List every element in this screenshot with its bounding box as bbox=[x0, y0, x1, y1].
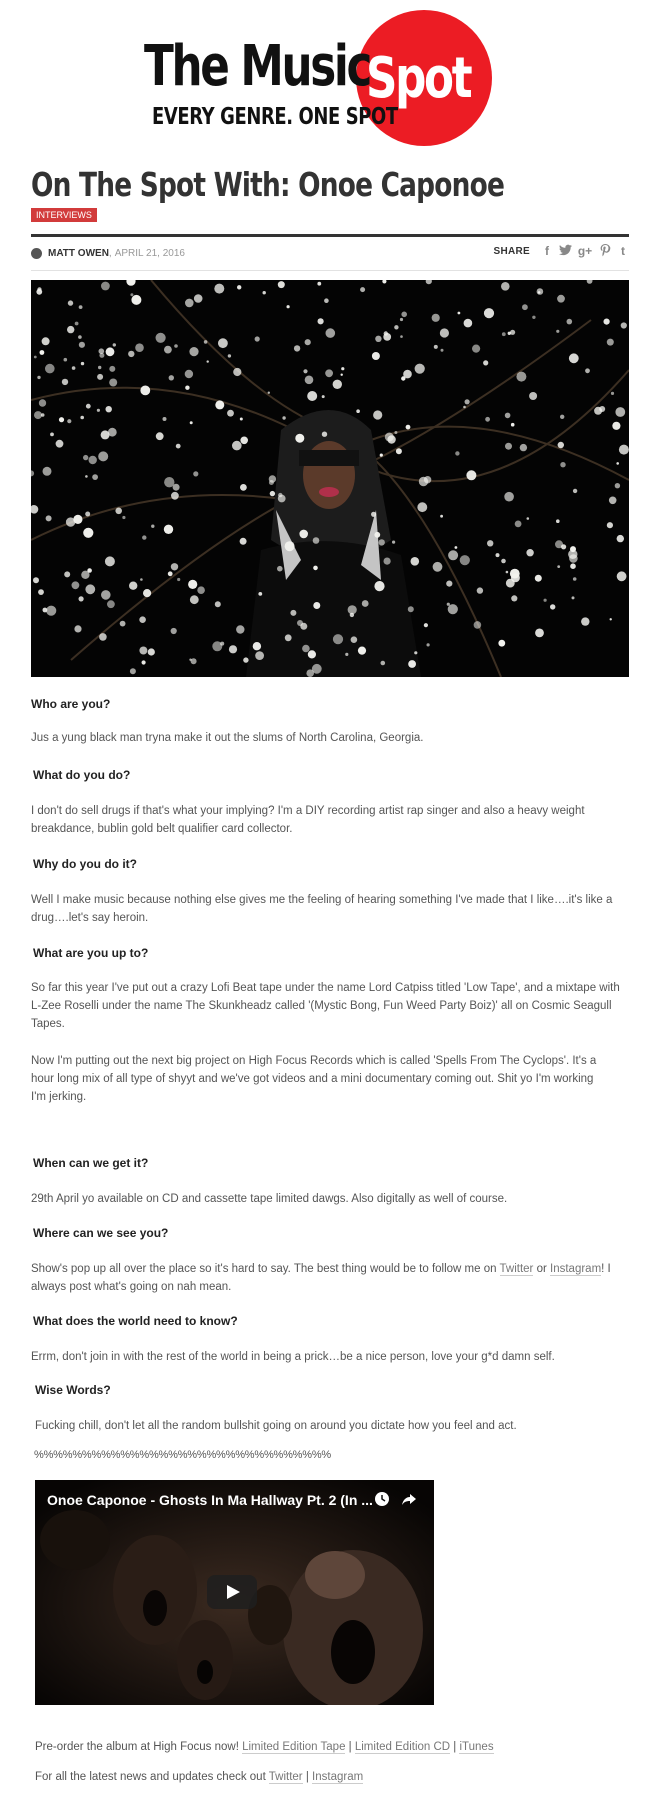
footer-instagram-link[interactable]: Instagram bbox=[312, 1771, 364, 1783]
news-sep: | bbox=[302, 1771, 313, 1783]
question-what: What do you do? bbox=[33, 768, 131, 782]
meta-divider bbox=[31, 270, 629, 271]
answer-where-text: Show's pop up all over the place so it's hard to say. The best thing would be to follow me on bbox=[31, 1263, 500, 1275]
share-bar bbox=[493, 244, 630, 258]
question-why: Why do you do it? bbox=[33, 857, 137, 871]
share-arrow-icon[interactable] bbox=[400, 1491, 418, 1509]
answer-wise: Fucking chill, don't let all the random bullshit going on around you dictate how you feel and act. bbox=[35, 1420, 517, 1432]
answer-where-tail: ! I always post what's going on nah mean. bbox=[31, 1263, 611, 1293]
limited-tape-link[interactable]: Limited Edition Tape bbox=[242, 1741, 346, 1753]
preorder-line bbox=[35, 1741, 494, 1753]
author-avatar-icon bbox=[31, 248, 42, 259]
video-embed[interactable] bbox=[35, 1480, 434, 1705]
watch-later-icon[interactable] bbox=[373, 1491, 391, 1509]
preorder-sep-1: | bbox=[345, 1741, 355, 1753]
answer-world: Errm, don't join in with the rest of the world in being a prick…be a nice person, love your g*d damn self. bbox=[31, 1351, 555, 1363]
article-meta bbox=[31, 246, 185, 260]
logo-word-spot: Spot bbox=[366, 46, 471, 111]
logo-word-music: The Music bbox=[144, 34, 371, 99]
preorder-text: Pre-order the album at High Focus now! bbox=[35, 1741, 243, 1753]
author-name[interactable]: MATT OWEN bbox=[48, 247, 109, 259]
category-badge[interactable]: INTERVIEWS bbox=[31, 208, 97, 222]
footer-twitter-link[interactable]: Twitter bbox=[268, 1771, 303, 1783]
twitter-icon[interactable] bbox=[558, 244, 572, 258]
answer-up-to-2: Now I'm putting out the next big project on High Focus Records which is called 'Spells From The Cyclops'. It's a hour long mix of all type of shyyt and we've got videos and a mini documentary coming out. Shit yo I'm working I'm jerking. bbox=[31, 1055, 597, 1103]
answer-when: 29th April yo available on CD and cassette tape limited dawgs. Also digitally as well of course. bbox=[31, 1193, 508, 1205]
publish-date: APRIL 21, 2016 bbox=[114, 247, 185, 259]
google-plus-icon[interactable]: g+ bbox=[577, 244, 593, 258]
question-world: What does the world need to know? bbox=[33, 1314, 238, 1328]
answer-who: Jus a yung black man tryna make it out the slums of North Carolina, Georgia. bbox=[31, 732, 424, 744]
answer-why: Well I make music because nothing else gives me the feeling of hearing something I've made that I like….it's like a drug….let's say heroin. bbox=[31, 894, 613, 924]
instagram-link[interactable]: Instagram bbox=[550, 1263, 602, 1275]
answer-where-or: or bbox=[533, 1263, 551, 1275]
news-line bbox=[35, 1771, 363, 1783]
itunes-link[interactable]: iTunes bbox=[459, 1741, 494, 1753]
twitter-link[interactable]: Twitter bbox=[499, 1263, 534, 1275]
question-up-to: What are you up to? bbox=[33, 946, 149, 960]
share-label: SHARE bbox=[493, 245, 530, 257]
answer-where bbox=[31, 1260, 626, 1296]
news-text: For all the latest news and updates check out bbox=[35, 1771, 269, 1783]
question-wise: Wise Words? bbox=[35, 1383, 111, 1397]
preorder-sep-2: | bbox=[450, 1741, 460, 1753]
header-divider bbox=[31, 234, 629, 237]
video-title[interactable]: Onoe Caponoe - Ghosts In Ma Hallway Pt. 2 (In ... bbox=[47, 1492, 373, 1508]
answer-what: I don't do sell drugs if that's what your implying? I'm a DIY recording artist rap singer and also a heavy weight breakdance, bublin gold belt qualifier card collector. bbox=[31, 805, 585, 835]
tumblr-icon[interactable]: t bbox=[621, 244, 625, 258]
date-separator: , bbox=[108, 247, 112, 259]
question-who: Who are you? bbox=[31, 697, 111, 711]
answer-up-to: So far this year I've put out a crazy Lofi Beat tape under the name Lord Catpiss titled 'Low Tape', and a mixtape with L-Zee Roselli under the name The Skunkheadz called '(Mystic Bong, Fun Weed Party Boiz)' all on Cosmic Seagull Tapes. bbox=[31, 982, 620, 1030]
limited-cd-link[interactable]: Limited Edition CD bbox=[354, 1741, 451, 1753]
separator-line: %%%%%%%%%%%%%%%%%%%%%%%%%%%%%%% bbox=[34, 1449, 332, 1461]
play-button-icon[interactable] bbox=[207, 1575, 257, 1609]
site-logo[interactable] bbox=[140, 8, 490, 148]
hero-image bbox=[31, 280, 629, 677]
question-where: Where can we see you? bbox=[33, 1226, 169, 1240]
blossom-photo bbox=[31, 280, 629, 677]
pinterest-icon[interactable] bbox=[598, 244, 612, 258]
question-when: When can we get it? bbox=[33, 1156, 149, 1170]
logo-tagline: EVERY GENRE. ONE SPOT bbox=[152, 104, 398, 130]
facebook-icon[interactable]: f bbox=[545, 244, 549, 258]
article-title: On The Spot With: Onoe Caponoe bbox=[31, 165, 505, 204]
